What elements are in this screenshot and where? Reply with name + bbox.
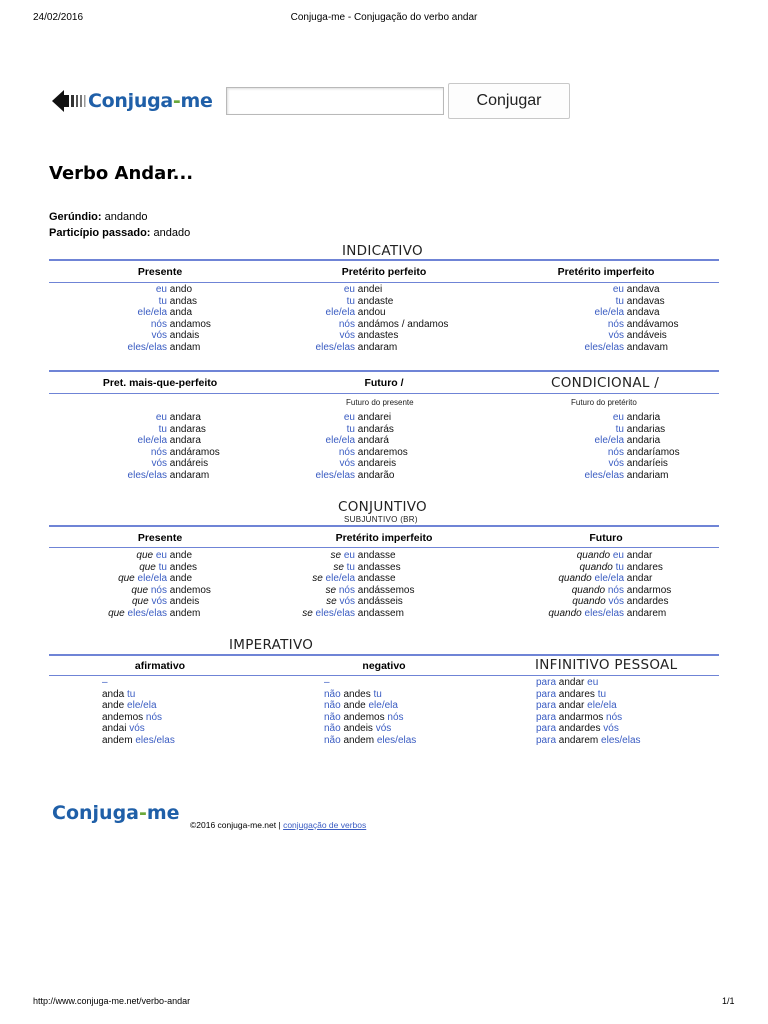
table-row bbox=[550, 470, 680, 482]
table-row bbox=[280, 608, 414, 620]
verb-form: andáveis bbox=[626, 330, 667, 342]
table-ind-perfeito bbox=[280, 284, 448, 354]
verb-form: andarmos bbox=[558, 711, 607, 723]
verb-form: andem bbox=[102, 734, 136, 746]
pronoun: tu bbox=[127, 688, 136, 700]
table-imperativo-afirmativo bbox=[102, 677, 175, 747]
conjunction: quando bbox=[579, 561, 616, 573]
pronoun: nós bbox=[606, 711, 623, 723]
verb-form: andardes bbox=[626, 596, 669, 608]
verb-form: andais bbox=[169, 330, 200, 342]
pronoun: vós bbox=[608, 330, 624, 342]
verb-form: anda bbox=[102, 688, 128, 700]
col-header-conj-imperfeito: Pretérito imperfeito bbox=[335, 532, 433, 544]
pronoun: tu bbox=[158, 295, 167, 307]
verb-form: andassem bbox=[357, 607, 404, 619]
verb-form: andarão bbox=[357, 469, 395, 481]
verb-form: andássemos bbox=[357, 584, 415, 596]
table-row bbox=[550, 342, 678, 354]
verb-form: andava bbox=[626, 284, 660, 295]
table-row bbox=[80, 319, 211, 331]
table-row bbox=[280, 470, 408, 482]
pronoun: quando nós bbox=[571, 584, 624, 596]
pronoun: que vós bbox=[131, 596, 167, 608]
pronoun: ele/ela bbox=[594, 435, 624, 447]
pronoun: nós bbox=[338, 318, 355, 330]
pronoun: tu bbox=[346, 295, 355, 307]
pronoun: eu bbox=[612, 284, 624, 295]
table-row bbox=[530, 585, 671, 597]
divider bbox=[49, 675, 719, 676]
negation: não bbox=[324, 723, 344, 735]
pronoun: eles/elas bbox=[315, 341, 355, 353]
table-row bbox=[550, 284, 678, 296]
table-row bbox=[102, 723, 175, 735]
table-row bbox=[536, 735, 641, 747]
verb-form: andariam bbox=[626, 469, 669, 481]
empty-dash: – bbox=[324, 677, 330, 688]
conjunction: que bbox=[131, 584, 151, 596]
verb-form: andara bbox=[169, 412, 201, 423]
verb-form: andareis bbox=[357, 458, 397, 470]
table-row bbox=[280, 330, 448, 342]
pronoun: que tu bbox=[139, 561, 167, 573]
pronoun: ele/ela bbox=[594, 307, 624, 319]
pronoun: quando eu bbox=[576, 550, 624, 561]
preposition: para bbox=[536, 711, 559, 723]
table-row bbox=[280, 307, 448, 319]
negation: não bbox=[324, 734, 344, 746]
pronoun: vós bbox=[339, 458, 355, 470]
preposition: para bbox=[536, 677, 559, 688]
verb-form: anda bbox=[169, 307, 193, 319]
verb-form: andemos bbox=[343, 711, 388, 723]
divider bbox=[49, 370, 719, 372]
table-row bbox=[280, 284, 448, 296]
verb-form: andasse bbox=[357, 573, 396, 585]
pronoun: eu bbox=[155, 412, 167, 423]
pronoun: ele/ela bbox=[587, 700, 617, 712]
preposition: para bbox=[536, 688, 559, 700]
divider bbox=[49, 282, 719, 283]
verb-form: andemos bbox=[102, 711, 146, 723]
pronoun: eles/elas bbox=[601, 734, 641, 746]
table-row bbox=[80, 447, 220, 459]
page-title: Verbo Andar... bbox=[49, 163, 194, 184]
pronoun: eu bbox=[587, 677, 599, 688]
col-header-conj-presente: Presente bbox=[137, 532, 183, 544]
table-row bbox=[80, 412, 220, 424]
pronoun: vós bbox=[151, 330, 167, 342]
table-row bbox=[536, 712, 641, 724]
table-ind-futuro bbox=[280, 412, 408, 482]
copyright: ©2016 conjuga-me.net | conjugação de verbos bbox=[190, 820, 367, 830]
table-row bbox=[102, 735, 175, 747]
table-row bbox=[280, 319, 448, 331]
table-row bbox=[550, 435, 680, 447]
verb-form: andas bbox=[169, 295, 198, 307]
table-row bbox=[530, 562, 671, 574]
verb-form: andara bbox=[169, 435, 201, 447]
verb-form: ande bbox=[102, 700, 128, 712]
table-row bbox=[80, 435, 220, 447]
table-row bbox=[530, 573, 671, 585]
verb-form: andes bbox=[343, 688, 374, 700]
pronoun: nós bbox=[387, 711, 404, 723]
pronoun: ele/ela bbox=[325, 435, 355, 447]
section-conjuntivo: CONJUNTIVO bbox=[338, 499, 427, 515]
table-row bbox=[280, 412, 408, 424]
table-row bbox=[102, 700, 175, 712]
pronoun: vós bbox=[129, 723, 145, 735]
verb-form: andarei bbox=[357, 412, 392, 423]
table-infinitivo-pessoal bbox=[536, 677, 641, 747]
sub-futuro-preterito: Futuro do pretérito bbox=[571, 398, 637, 407]
pronoun: que eu bbox=[136, 550, 167, 561]
pronoun: ele/ela bbox=[368, 700, 398, 712]
verb-form: andarem bbox=[626, 607, 667, 619]
verb-form: andarás bbox=[357, 423, 394, 435]
pronoun: quando tu bbox=[579, 561, 624, 573]
verb-form: andáreis bbox=[169, 458, 209, 470]
verb-form: andaste bbox=[357, 295, 394, 307]
verb-form: andaras bbox=[169, 423, 206, 435]
pronoun: se eles/elas bbox=[302, 607, 355, 619]
pronoun: eles/elas bbox=[127, 341, 167, 353]
print-date: 24/02/2016 bbox=[33, 12, 84, 23]
table-row bbox=[324, 735, 416, 747]
table-row bbox=[550, 330, 678, 342]
verb-form: andeis bbox=[343, 723, 376, 735]
pronoun: nós bbox=[150, 446, 167, 458]
verb-form: andamos bbox=[169, 318, 211, 330]
verb-form: andares bbox=[558, 688, 598, 700]
pronoun: tu bbox=[346, 423, 355, 435]
table-row bbox=[80, 470, 220, 482]
verb-form: andem bbox=[169, 607, 201, 619]
pronoun: se nós bbox=[325, 584, 355, 596]
table-row bbox=[324, 712, 416, 724]
col-header-negativo: negativo bbox=[362, 660, 406, 672]
table-row bbox=[536, 723, 641, 735]
pronoun: ele/ela bbox=[127, 700, 157, 712]
conjunction: se bbox=[333, 561, 347, 573]
participle-line: Particípio passado: andado bbox=[49, 227, 191, 239]
verb-form: andávamos bbox=[626, 318, 679, 330]
pronoun: eles/elas bbox=[315, 469, 355, 481]
col-header-imperfeito: Pretérito imperfeito bbox=[557, 266, 655, 278]
pronoun: nós bbox=[145, 711, 163, 723]
table-ind-presente bbox=[80, 284, 211, 354]
verb-form: ande bbox=[169, 550, 193, 561]
pronoun: nós bbox=[607, 446, 624, 458]
pronoun: ele/ela bbox=[137, 307, 167, 319]
pronoun: tu bbox=[373, 688, 382, 700]
pronoun: que ele/ela bbox=[118, 573, 167, 585]
conjunction: que bbox=[108, 607, 128, 619]
verb-form: andarias bbox=[626, 423, 666, 435]
section-imperativo: IMPERATIVO bbox=[229, 637, 314, 653]
table-row bbox=[80, 296, 211, 308]
pronoun: eles/elas bbox=[376, 734, 417, 746]
print-url: http://www.conjuga-me.net/verbo-andar bbox=[33, 996, 191, 1006]
verb-form: andaríamos bbox=[626, 446, 680, 458]
verb-form: andaram bbox=[357, 341, 398, 353]
verb-form: ande bbox=[169, 573, 193, 585]
search-box[interactable] bbox=[226, 87, 444, 115]
table-row bbox=[102, 712, 175, 724]
col-header-conj-futuro: Futuro bbox=[589, 532, 623, 544]
table-row bbox=[80, 307, 211, 319]
back-arrow-icon bbox=[52, 88, 88, 114]
verb-form: andaram bbox=[169, 469, 210, 481]
sub-futuro-presente: Futuro do presente bbox=[346, 398, 414, 407]
verb-form: andar bbox=[558, 677, 588, 688]
verb-search-input[interactable] bbox=[227, 88, 443, 114]
verb-form: andam bbox=[169, 341, 201, 353]
verb-form: andavas bbox=[626, 295, 665, 307]
table-row bbox=[530, 550, 671, 562]
pronoun: tu bbox=[615, 295, 624, 307]
pronoun: eles/elas bbox=[127, 469, 167, 481]
table-row bbox=[80, 424, 220, 436]
verb-form: andaria bbox=[626, 435, 661, 447]
verb-form: andardes bbox=[558, 723, 604, 735]
pronoun: tu bbox=[615, 423, 624, 435]
table-row bbox=[280, 458, 408, 470]
table-row bbox=[324, 689, 416, 701]
verb-form: andai bbox=[102, 723, 130, 735]
conjunction: se bbox=[312, 573, 326, 585]
table-row bbox=[530, 608, 671, 620]
pronoun: nós bbox=[150, 318, 167, 330]
pronoun: quando vós bbox=[572, 596, 624, 608]
footer-logo[interactable]: Conjuga-me bbox=[52, 802, 180, 824]
verb-form: andem bbox=[343, 734, 377, 746]
pronoun: eles/elas bbox=[135, 734, 175, 746]
verb-form: andar bbox=[626, 573, 653, 585]
table-row bbox=[102, 689, 175, 701]
table-row bbox=[550, 307, 678, 319]
conjunction: que bbox=[139, 561, 159, 573]
section-infinitivo-pessoal: INFINITIVO PESSOAL bbox=[535, 657, 678, 673]
divider bbox=[49, 259, 719, 261]
conjunction: se bbox=[325, 584, 339, 596]
table-row bbox=[80, 330, 211, 342]
table-row bbox=[280, 447, 408, 459]
verb-form: andar bbox=[626, 550, 653, 561]
table-row bbox=[324, 700, 416, 712]
table-row bbox=[280, 296, 448, 308]
site-logo[interactable] bbox=[52, 88, 213, 114]
verb-form: andavam bbox=[626, 341, 668, 353]
col-header-presente: Presente bbox=[137, 266, 183, 278]
pronoun: eles/elas bbox=[584, 341, 624, 353]
table-row bbox=[80, 550, 211, 562]
pronoun: eu bbox=[343, 412, 355, 423]
table-row bbox=[280, 585, 414, 597]
table-row bbox=[280, 424, 408, 436]
table-row bbox=[550, 412, 680, 424]
pronoun: se eu bbox=[330, 550, 355, 561]
pronoun: quando eles/elas bbox=[548, 607, 624, 619]
table-row bbox=[80, 342, 211, 354]
empty-dash: – bbox=[102, 677, 108, 688]
conjugar-button[interactable]: Conjugar bbox=[448, 83, 570, 119]
table-conj-imperfeito bbox=[280, 550, 414, 620]
pronoun: eles/elas bbox=[584, 469, 624, 481]
table-ind-mais-que-perfeito bbox=[80, 412, 220, 482]
table-row bbox=[280, 562, 414, 574]
table-row bbox=[80, 596, 211, 608]
verb-form: andou bbox=[357, 307, 386, 319]
col-header-condicional: CONDICIONAL / bbox=[551, 375, 660, 391]
table-ind-condicional bbox=[550, 412, 680, 482]
preposition: para bbox=[536, 700, 559, 712]
conjunction: quando bbox=[558, 573, 595, 585]
verb-form: andará bbox=[357, 435, 389, 447]
pronoun: tu bbox=[597, 688, 607, 700]
table-row bbox=[80, 585, 211, 597]
conjunction: se bbox=[326, 596, 340, 608]
negation: não bbox=[324, 700, 344, 712]
verb-form: andarmos bbox=[626, 584, 672, 596]
divider bbox=[49, 393, 719, 394]
table-ind-imperfeito bbox=[550, 284, 678, 354]
table-row bbox=[536, 677, 641, 689]
verb-form: andasse bbox=[357, 550, 396, 561]
pronoun: eu bbox=[612, 412, 624, 423]
verb-form: andarem bbox=[558, 734, 602, 746]
verb-form: andares bbox=[626, 561, 663, 573]
pronoun: se vós bbox=[326, 596, 355, 608]
verb-form: ande bbox=[343, 700, 369, 712]
pronoun: que nós bbox=[131, 584, 167, 596]
pronoun: se ele/ela bbox=[312, 573, 355, 585]
print-page-title: Conjuga-me - Conjugação do verbo andar bbox=[290, 12, 478, 23]
logo-text: Conjuga-me bbox=[88, 90, 213, 112]
pronoun: se tu bbox=[333, 561, 355, 573]
divider bbox=[49, 525, 719, 527]
table-row bbox=[536, 700, 641, 712]
table-row bbox=[280, 550, 414, 562]
table-row bbox=[80, 284, 211, 296]
conjunction: que bbox=[118, 573, 138, 585]
table-row bbox=[280, 573, 414, 585]
pronoun: vós bbox=[375, 723, 392, 735]
print-page-number: 1/1 bbox=[722, 996, 735, 1006]
table-row bbox=[80, 458, 220, 470]
preposition: para bbox=[536, 734, 559, 746]
pronoun: vós bbox=[151, 458, 167, 470]
pronoun: vós bbox=[603, 723, 619, 735]
col-header-afirmativo: afirmativo bbox=[134, 660, 186, 672]
conjunction: se bbox=[330, 550, 344, 561]
conjunction: que bbox=[136, 550, 156, 561]
verb-form: andaremos bbox=[357, 446, 408, 458]
verb-form: andasses bbox=[357, 561, 401, 573]
table-row bbox=[80, 573, 211, 585]
verb-form: andava bbox=[626, 307, 660, 319]
pronoun: nós bbox=[338, 446, 355, 458]
conjunction: quando bbox=[571, 584, 608, 596]
col-header-perfeito: Pretérito perfeito bbox=[341, 266, 427, 278]
divider bbox=[49, 547, 719, 548]
table-row bbox=[324, 723, 416, 735]
preposition: para bbox=[536, 723, 559, 735]
conjunction: quando bbox=[576, 550, 613, 561]
pronoun: ele/ela bbox=[137, 435, 167, 447]
verb-form: andeis bbox=[169, 596, 200, 608]
table-row bbox=[80, 608, 211, 620]
verb-form: andes bbox=[169, 561, 198, 573]
table-row bbox=[550, 319, 678, 331]
verb-form: andastes bbox=[357, 330, 399, 342]
table-imperativo-negativo bbox=[324, 677, 416, 747]
pronoun: tu bbox=[158, 423, 167, 435]
gerund-line: Gerúndio: andando bbox=[49, 211, 148, 223]
pronoun: quando ele/ela bbox=[558, 573, 624, 585]
verb-form: andásseis bbox=[357, 596, 403, 608]
section-indicativo: INDICATIVO bbox=[342, 243, 423, 259]
negation: não bbox=[324, 688, 344, 700]
pronoun: ele/ela bbox=[325, 307, 355, 319]
table-row bbox=[550, 424, 680, 436]
negation: não bbox=[324, 711, 344, 723]
table-row bbox=[280, 342, 448, 354]
conjunction: se bbox=[302, 607, 316, 619]
verb-form: ando bbox=[169, 284, 193, 295]
divider bbox=[49, 654, 719, 656]
table-row bbox=[550, 296, 678, 308]
verb-form: andar bbox=[558, 700, 588, 712]
subheading-subjuntivo: SUBJUNTIVO (BR) bbox=[344, 515, 418, 524]
verb-form: andaria bbox=[626, 412, 661, 423]
verb-form: andaríeis bbox=[626, 458, 668, 470]
table-row bbox=[530, 596, 671, 608]
pronoun: eu bbox=[155, 284, 167, 295]
verb-form: andei bbox=[357, 284, 383, 295]
table-row bbox=[280, 596, 414, 608]
conjunction: quando bbox=[572, 596, 609, 608]
table-row bbox=[280, 435, 408, 447]
col-header-mais-que-perfeito: Pret. mais-que-perfeito bbox=[102, 377, 218, 389]
conjunction: quando bbox=[548, 607, 585, 619]
verb-form: andáramos bbox=[169, 446, 220, 458]
table-conj-presente bbox=[80, 550, 211, 620]
pronoun: vós bbox=[608, 458, 624, 470]
pronoun: que eles/elas bbox=[108, 607, 167, 619]
table-conj-futuro bbox=[530, 550, 671, 620]
conjugacao-de-verbos-link[interactable]: conjugação de verbos bbox=[283, 820, 367, 830]
table-row bbox=[80, 562, 211, 574]
col-header-futuro: Futuro / bbox=[364, 377, 404, 389]
table-row bbox=[536, 689, 641, 701]
conjunction: que bbox=[131, 596, 152, 608]
table-row bbox=[550, 447, 680, 459]
pronoun: nós bbox=[607, 318, 624, 330]
verb-form: andemos bbox=[169, 584, 211, 596]
verb-form: andámos / andamos bbox=[357, 318, 449, 330]
table-row bbox=[550, 458, 680, 470]
pronoun: vós bbox=[339, 330, 355, 342]
pronoun: eu bbox=[343, 284, 355, 295]
